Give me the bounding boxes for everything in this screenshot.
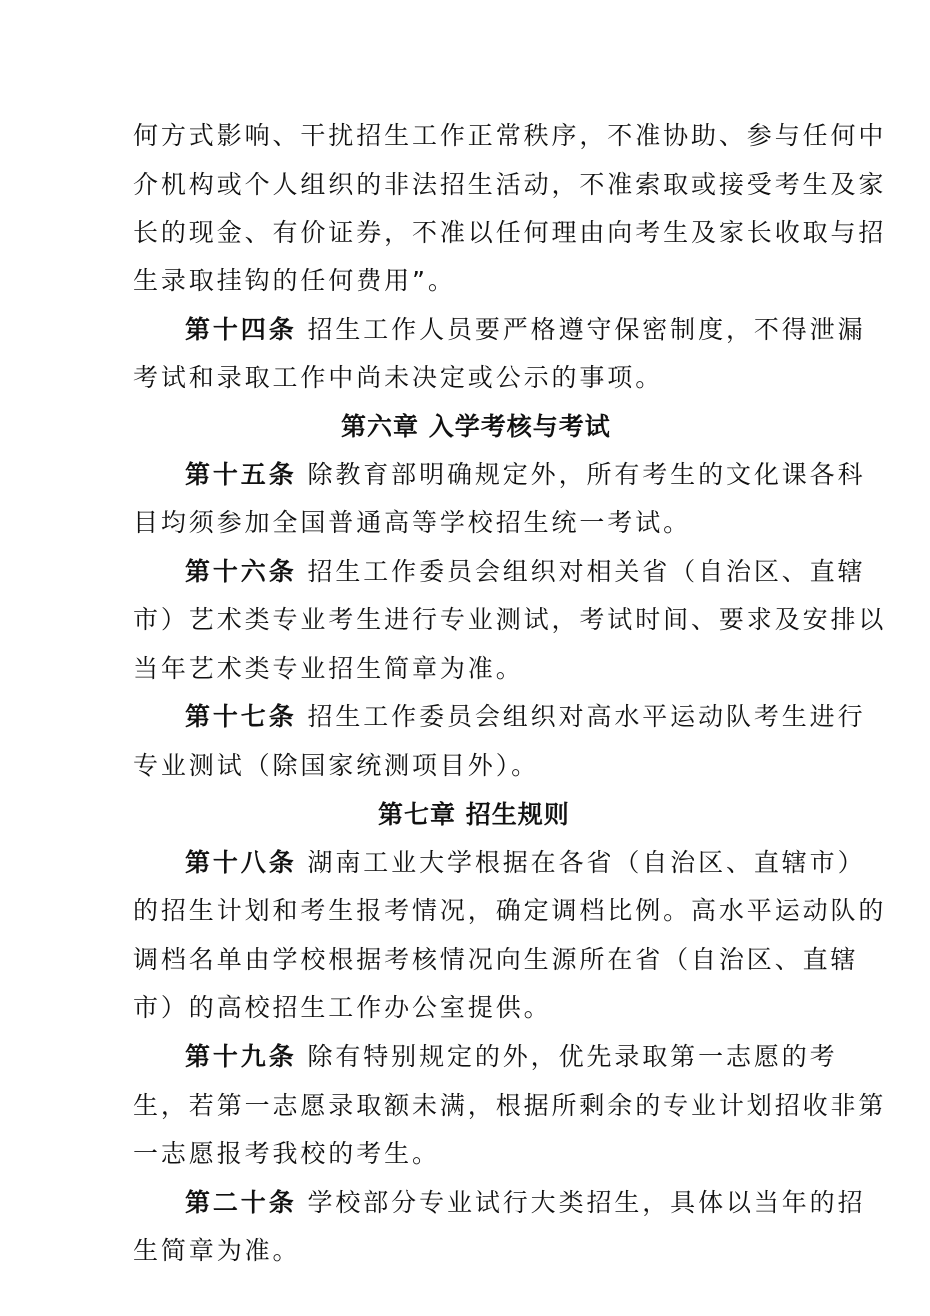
chapter-heading: 第七章 招生规则 xyxy=(378,800,570,829)
article-text: 湖南工业大学根据在各省（自治区、直辖市） xyxy=(307,848,866,877)
body-text-line: 专业测试（除国家统测项目外）。 xyxy=(133,751,540,780)
article-text: 招生工作委员会组织对相关省（自治区、直辖 xyxy=(307,557,866,586)
body-text-line: 长的现金、有价证券，不准以任何理由向考生及家长收取与招 xyxy=(133,218,887,247)
body-text-line: 介机构或个人组织的非法招生活动，不准索取或接受考生及家 xyxy=(133,170,887,199)
article-18 xyxy=(185,848,865,878)
article-label: 第十九条 xyxy=(185,1042,297,1071)
article-text: 招生工作委员会组织对高水平运动队考生进行 xyxy=(307,702,866,731)
body-text-line: 考试和录取工作中尚未决定或公示的事项。 xyxy=(133,363,664,392)
article-14 xyxy=(185,315,865,345)
body-text-line: 市）艺术类专业考生进行专业测试，考试时间、要求及安排以 xyxy=(133,605,887,634)
body-text-line: 生简章为准。 xyxy=(133,1236,301,1265)
article-16 xyxy=(185,557,865,587)
article-label: 第十四条 xyxy=(185,315,297,344)
article-text: 除有特别规定的外，优先录取第一志愿的考 xyxy=(307,1042,838,1071)
article-text: 招生工作人员要严格遵守保密制度，不得泄漏 xyxy=(307,315,866,344)
article-label: 第二十条 xyxy=(185,1188,297,1217)
article-20 xyxy=(185,1188,865,1218)
body-text-line: 的招生计划和考生报考情况，确定调档比例。高水平运动队的 xyxy=(133,896,887,925)
article-text: 除教育部明确规定外，所有考生的文化课各科 xyxy=(307,460,866,489)
chapter-heading: 第六章 入学考核与考试 xyxy=(341,412,611,441)
body-text-line: 何方式影响、干扰招生工作正常秩序，不准协助、参与任何中 xyxy=(133,121,887,150)
body-text-line: 生，若第一志愿录取额未满，根据所剩余的专业计划招收非第 xyxy=(133,1091,887,1120)
body-text-line: 当年艺术类专业招生简章为准。 xyxy=(133,654,524,683)
article-19 xyxy=(185,1042,838,1072)
article-label: 第十七条 xyxy=(185,702,297,731)
article-label: 第十五条 xyxy=(185,460,297,489)
article-text: 学校部分专业试行大类招生，具体以当年的招 xyxy=(307,1188,866,1217)
article-label: 第十六条 xyxy=(185,557,297,586)
article-15 xyxy=(185,460,865,490)
body-text-line: 生录取挂钩的任何费用”。 xyxy=(133,266,456,295)
body-text-line: 目均须参加全国普通高等学校招生统一考试。 xyxy=(133,508,692,537)
article-label: 第十八条 xyxy=(185,848,297,877)
article-17 xyxy=(185,702,865,732)
body-text-line: 一志愿报考我校的考生。 xyxy=(133,1139,440,1168)
body-text-line: 调档名单由学校根据考核情况向生源所在省（自治区、直辖 xyxy=(133,945,859,974)
body-text-line: 市）的高校招生工作办公室提供。 xyxy=(133,993,552,1022)
